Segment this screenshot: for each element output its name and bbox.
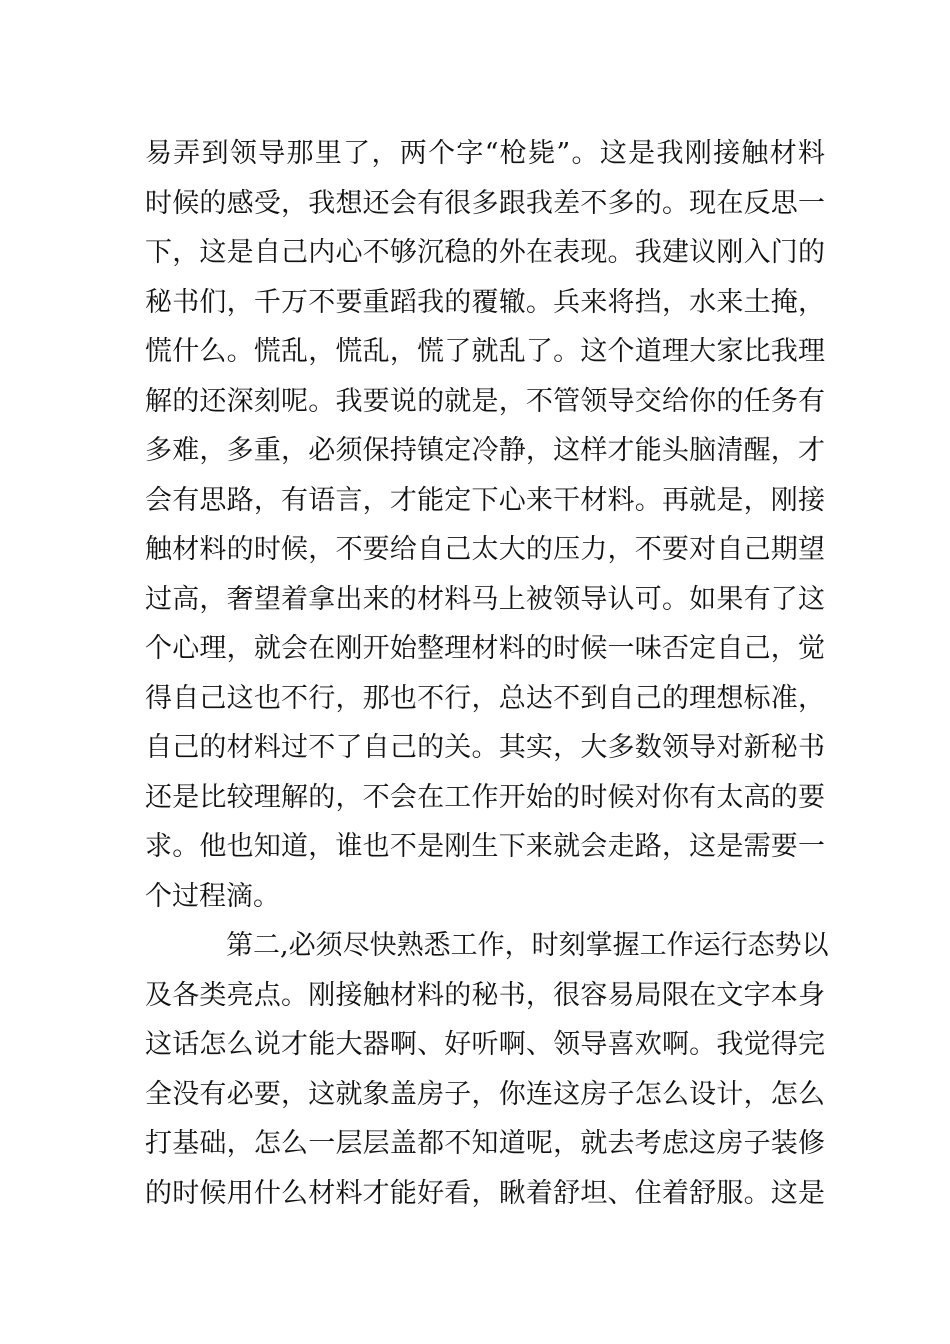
text-line: 下，这是自己内心不够沉稳的外在表现。我建议刚入门的 bbox=[145, 237, 825, 268]
text-line: 这话怎么说才能大器啊、好听啊、领导喜欢啊。我觉得完 bbox=[145, 1029, 825, 1060]
text-line: 过高，奢望着拿出来的材料马上被领导认可。如果有了这 bbox=[145, 583, 825, 615]
text-line: 多难，多重，必须保持镇定冷静，这样才能头脑清醒，才 bbox=[145, 435, 825, 466]
paragraph-1 bbox=[145, 129, 825, 921]
text-line: 秘书们，千万不要重蹈我的覆辙。兵来将挡，水来土掩， bbox=[145, 286, 825, 318]
text-line: 得自己这也不行，那也不行，总达不到自己的理想标准， bbox=[145, 682, 825, 714]
body-text bbox=[145, 129, 829, 1218]
text-line: 的时候用什么材料才能好看，瞅着舒坦、住着舒服。这是 bbox=[145, 1177, 825, 1209]
text-line: 自己的材料过不了自己的关。其实，大多数领导对新秘书 bbox=[145, 732, 825, 763]
text-line: 个心理，就会在刚开始整理材料的时候一味否定自己，觉 bbox=[145, 633, 825, 664]
text-line: 第二,必须尽快熟悉工作，时刻掌握工作运行态势以 bbox=[226, 930, 829, 961]
text-line: 时候的感受，我想还会有很多跟我差不多的。现在反思一 bbox=[145, 187, 825, 219]
text-line: 慌什么。慌乱，慌乱，慌了就乱了。这个道理大家比我理 bbox=[145, 336, 825, 367]
text-line: 全没有必要，这就象盖房子，你连这房子怎么设计，怎么 bbox=[145, 1078, 825, 1110]
paragraph-2 bbox=[145, 921, 829, 1218]
text-line: 及各类亮点。刚接触材料的秘书，很容易局限在文字本身 bbox=[145, 979, 825, 1011]
text-line: 还是比较理解的，不会在工作开始的时候对你有太高的要 bbox=[145, 781, 825, 813]
text-line: 会有思路，有语言，才能定下心来干材料。再就是，刚接 bbox=[145, 484, 825, 516]
text-line: 触材料的时候，不要给自己太大的压力，不要对自己期望 bbox=[145, 534, 825, 565]
text-line: 解的还深刻呢。我要说的就是，不管领导交给你的任务有 bbox=[145, 385, 825, 417]
text-line: 求。他也知道，谁也不是刚生下来就会走路，这是需要一 bbox=[145, 831, 825, 862]
text-line: 打基础，怎么一层层盖都不知道呢，就去考虑这房子装修 bbox=[145, 1128, 825, 1159]
text-line: 个过程滴。 bbox=[145, 880, 280, 912]
text-line: 易弄到领导那里了，两个字“枪毙”。这是我刚接触材料 bbox=[145, 138, 825, 169]
